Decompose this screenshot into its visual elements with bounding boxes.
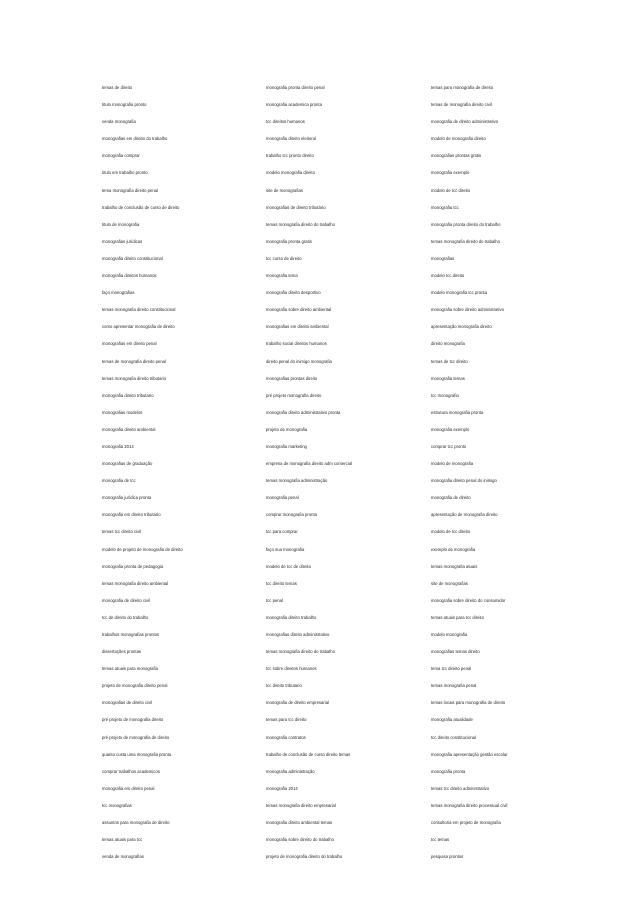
list-item: monografia direito constitucional xyxy=(102,255,163,261)
list-item: temas monografia direito empresarial xyxy=(266,802,336,808)
list-item: monografias temas direito xyxy=(431,649,480,655)
list-item: modelo de tcc direito xyxy=(431,187,471,193)
list-item: temas locais para monografia de direito xyxy=(431,700,506,706)
list-item: modelo de tcc direito xyxy=(431,529,471,535)
list-item: monografia 2014 xyxy=(102,443,134,449)
list-item: temas atuais para monografia xyxy=(102,666,158,672)
list-item: monografia apresentação gestão escolar xyxy=(431,751,508,757)
list-item: tcc monografia xyxy=(431,392,459,398)
list-item: projeto de monografia direito do trabalho xyxy=(266,854,343,860)
list-item: monografia sobre direito ambiental xyxy=(266,307,332,313)
list-item: modelo de projeto de monografia de direito xyxy=(102,546,183,552)
list-item: monografia sobre direito do consumidor xyxy=(431,597,506,603)
list-item: temas de tcc direito xyxy=(431,358,468,364)
list-item: temas monografia direito constitucional xyxy=(102,307,176,313)
list-item: monografia pronta de pedagogia xyxy=(102,563,164,569)
list-item: monografia comprar xyxy=(102,153,140,159)
list-item: monografia exemplo xyxy=(431,426,470,432)
list-item: temas monografia direito processual civil xyxy=(431,802,508,808)
list-item: pré projeto monografia direito xyxy=(266,392,322,398)
list-item: direito penal do inimigo monografia xyxy=(266,358,332,364)
list-item: tema tcc direito penal xyxy=(431,666,472,672)
list-item: temas monografia direito do trabalho xyxy=(431,238,500,244)
list-item: monografias prontas direito xyxy=(266,375,318,381)
list-item: trabalho tcc pronto direito xyxy=(266,153,314,159)
list-item: modelo monografia tcc pronta xyxy=(431,290,487,296)
list-item: temas tcc direito administrativo xyxy=(431,785,490,791)
list-item: monografia sobre direito administrativo xyxy=(431,307,504,313)
list-item: monografia direitos humanos xyxy=(102,273,157,279)
list-item: temas monografia direito ambiental xyxy=(102,580,169,586)
list-item: monografia atualidade xyxy=(431,717,473,723)
list-item: pré projeto de monografia direito xyxy=(102,717,164,723)
list-item: monografia direito trabalho xyxy=(266,614,317,620)
list-item: comprar tcc pronto xyxy=(431,443,467,449)
list-item: comprar trabalhos academicos xyxy=(102,768,160,774)
list-item: monografia penal xyxy=(266,495,299,501)
list-item: trabalhos monografias prontos xyxy=(102,632,160,637)
list-item: temas para monografia de direito xyxy=(431,85,494,90)
list-item: modelo tcc direito xyxy=(431,273,465,279)
list-item: site de monografias xyxy=(431,580,468,586)
list-item: titulo de monografia xyxy=(102,221,140,227)
list-item: exemplo de monografia xyxy=(431,546,476,552)
list-item: monografia exemplo xyxy=(431,170,470,176)
keyword-column-3 xyxy=(431,84,581,870)
list-item: monografias em direito ambiental xyxy=(266,324,329,330)
list-item: temas monografia direito do trabalho xyxy=(266,649,335,655)
list-item: apresentação de monografia direito xyxy=(431,512,498,518)
list-item: monografias de direito civil xyxy=(102,700,153,706)
list-item: monografias prontas gratis xyxy=(431,153,482,159)
keyword-column-1 xyxy=(102,84,252,870)
list-item: monografia pronta direito do trabalho xyxy=(431,221,501,227)
list-item: monografia pronta direito penal xyxy=(266,85,325,90)
list-item: tcc penal xyxy=(266,597,283,603)
list-item: monografias jurídicas xyxy=(102,238,143,244)
list-item: apresentação monografia direito xyxy=(431,324,492,330)
list-item: modelo monografia xyxy=(431,632,468,637)
list-item: temas monografia penal xyxy=(431,683,477,689)
list-item: monografias xyxy=(431,255,455,261)
list-item: tcc sobre direitos humanos xyxy=(266,666,317,672)
list-item: tema monografia direito penal xyxy=(102,187,158,193)
list-item: venda monografia xyxy=(102,119,136,125)
list-item: trabalho social direitos humanos xyxy=(266,341,327,347)
list-item: trabalho de conclusão de curso de direito xyxy=(102,204,180,210)
list-item: monografia sobre direito do trabalho xyxy=(266,837,334,843)
list-item: monografia em direito tributario xyxy=(102,512,161,518)
list-item: estrutura monografia pronta xyxy=(431,409,484,415)
list-item: tcc de direito do trabalho xyxy=(102,614,149,620)
list-item: monografia 2014 xyxy=(266,785,298,791)
list-item: monografia tema xyxy=(266,273,298,279)
list-item: venda de monografias xyxy=(102,854,144,860)
list-item: modelo monografia direito xyxy=(266,170,315,176)
list-item: monografia de direito administrativo xyxy=(431,119,499,125)
list-item: monografia de direito empresarial xyxy=(266,700,330,706)
list-item: comprar monografia pronta xyxy=(266,512,318,518)
list-item: monografias direito administrativo xyxy=(266,632,330,637)
list-item: projeto de monografia xyxy=(266,426,308,432)
list-item: tcc direito temas xyxy=(266,580,297,586)
list-item: monografia pronta xyxy=(431,768,466,774)
list-item: monografias de direito tributário xyxy=(266,204,326,210)
list-item: empresa de monografia direito adm comercial xyxy=(266,461,353,467)
list-item: tcc para comprar xyxy=(266,529,298,535)
list-item: faço monografias xyxy=(102,290,135,296)
list-item: monografia em direito penal xyxy=(102,785,155,791)
list-item: monografia tcc xyxy=(431,204,459,210)
list-item: monografia de tcc xyxy=(102,478,136,484)
list-item: temas monografia administração xyxy=(266,478,328,484)
list-item: temas tcc direito civil xyxy=(102,529,142,535)
list-item: modelo de monografia xyxy=(431,461,474,467)
list-item: monografia temas xyxy=(431,375,465,381)
list-item: tcc curso de direito xyxy=(266,255,302,261)
list-item: monografia direito administrativo pronta xyxy=(266,409,341,415)
list-item: temas de monografia direito penal xyxy=(102,358,166,364)
list-item: pesquisa prontos xyxy=(431,854,464,860)
list-item: temas monografia direito tributario xyxy=(102,375,167,381)
list-item: monografia de direito xyxy=(431,495,471,501)
list-item: monografia direito ambiental xyxy=(102,426,156,432)
list-item: trabalho de conclusão de curso direito temas xyxy=(266,751,351,757)
list-item: temas de direito xyxy=(102,85,133,90)
list-item: como apresentar monografia de direito xyxy=(102,324,175,330)
list-item: monografia direito ambiental temas xyxy=(266,820,333,826)
list-item: monografia direito eleitoral xyxy=(266,136,316,142)
list-item: faço sua monografia xyxy=(266,546,305,552)
list-item: monografia direito penal do inimigo xyxy=(431,478,497,484)
list-item: dissertações prontas xyxy=(102,649,142,655)
list-item: quanto custa uma monografia pronta xyxy=(102,751,172,757)
list-item: modelo de tcc de direito xyxy=(266,563,311,569)
list-item: monografias em direito do trabalho xyxy=(102,136,168,142)
list-item: monografia contratos xyxy=(266,734,306,740)
list-item: temas atuais para tcc xyxy=(102,837,143,843)
list-item: tcc temas xyxy=(431,837,450,843)
list-item: direito monografia xyxy=(431,341,465,347)
list-item: monografia direito desportivo xyxy=(266,290,321,296)
list-item: projeto de monografia direito penal xyxy=(102,683,168,689)
list-item: consultoria em projeto de monografia xyxy=(431,820,501,826)
list-item: tcc direito tributario xyxy=(266,683,302,689)
list-item: monografias de graduação xyxy=(102,461,153,467)
list-item: pré projeto de monografia de direito xyxy=(102,734,170,740)
list-item: temas atuais para tcc direito xyxy=(431,614,484,620)
list-item: temas monografia direito do trabalho xyxy=(266,221,335,227)
list-item: temas de monografia direito civil xyxy=(431,102,492,108)
list-item: tcc direito constitucional xyxy=(431,734,476,740)
list-item: monografia marketing xyxy=(266,443,307,449)
list-item: titulo monografia pronto xyxy=(102,102,147,108)
list-item: monografia de direito civil xyxy=(102,597,151,603)
list-item: site de monografias xyxy=(266,187,303,193)
list-item: monografias modelos xyxy=(102,409,143,415)
list-item: tcc direitos humanos xyxy=(266,119,305,125)
list-item: monografias em direito penal xyxy=(102,341,157,347)
list-item: monografia administração xyxy=(266,768,315,774)
list-item: monografia jurídica pronta xyxy=(102,495,152,501)
list-item: temas para tcc direito xyxy=(266,717,307,723)
list-item: monografia academica pronta xyxy=(266,102,322,108)
keyword-column-2 xyxy=(266,84,416,870)
list-item: titulo em trabalho pronto xyxy=(102,170,148,176)
list-item: assuntos para monografia de direito xyxy=(102,820,170,826)
list-item: monografia pronta gratis xyxy=(266,238,312,244)
list-item: tcc monografias xyxy=(102,802,132,808)
list-item: modelo de monografia direito xyxy=(431,136,486,142)
list-item: monografia direito tributario xyxy=(102,392,154,398)
list-item: temas monografia atuais xyxy=(431,563,478,569)
